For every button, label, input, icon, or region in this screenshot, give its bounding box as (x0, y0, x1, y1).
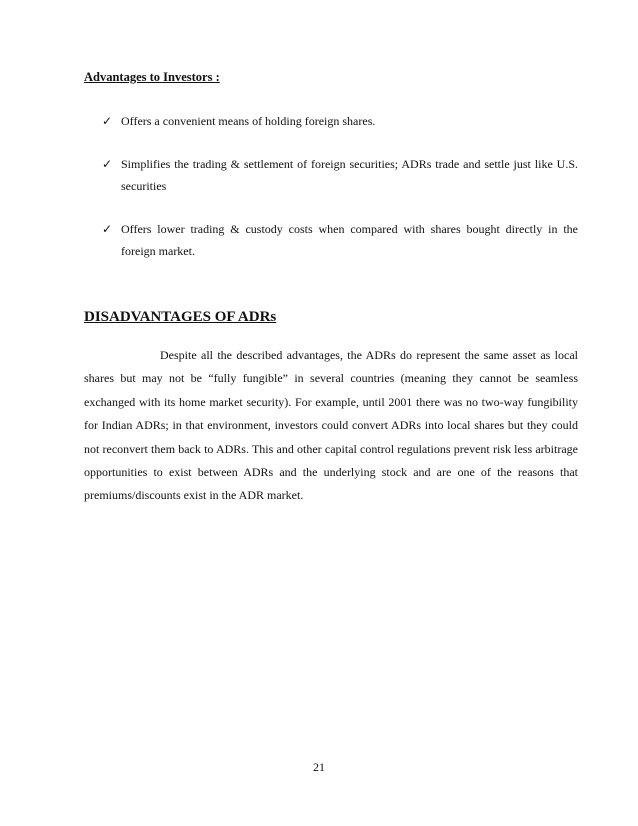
checkmark-icon: ✓ (102, 114, 113, 128)
list-item (102, 110, 578, 132)
list-item (102, 218, 578, 262)
page-number: 21 (313, 760, 325, 774)
checkmark-icon: ✓ (102, 222, 113, 236)
disadvantages-heading: DISADVANTAGES OF ADRs (84, 309, 277, 325)
checkmark-icon: ✓ (102, 157, 113, 171)
list-item-text: Simplifies the trading & settlement of foreign securities; ADRs trade and settle just like U.S. securities (121, 157, 578, 193)
list-item-text: Offers lower trading & custody costs when compared with shares bought directly in the foreign market. (121, 222, 578, 258)
list-item (102, 153, 578, 197)
list-item-text: Offers a convenient means of holding foreign shares. (121, 114, 376, 128)
advantages-title: Advantages to Investors : (84, 70, 220, 84)
disadvantages-paragraph: Despite all the described advantages, the ADRs do represent the same asset as local shares but may not be “fully fungible” in several countries (meaning they cannot be seamless exchanged with its home market security). For example, until 2001 there was no two-way fungibility for Indian ADRs; in that environment, investors could convert ADRs into local shares but they could not reconvert them back to ADRs. This and other capital control regulations prevent risk less arbitrage opportunities to exist between ADRs and the underlying stock and are one of the reasons that premiums/discounts exist in the ADR market. (84, 348, 578, 503)
advantages-list (102, 110, 578, 262)
